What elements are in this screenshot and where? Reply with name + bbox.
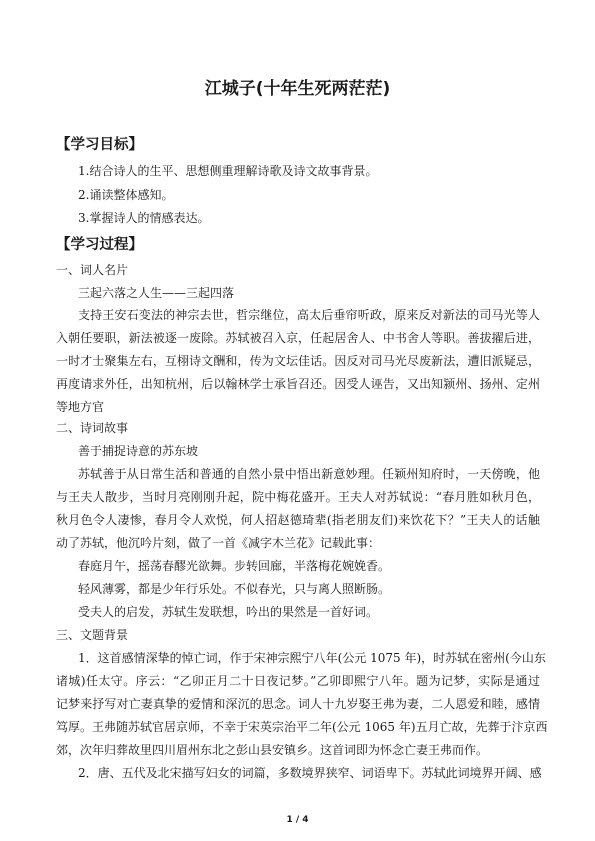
part1-heading: 一、词人名片 xyxy=(56,263,129,277)
part2-heading: 二、诗词故事 xyxy=(56,421,129,435)
paragraph-line: 笃厚。王弗随苏轼官居京师，不幸于宋英宗治平二年(公元 1065 年)五月亡故，先葬于汴京西 xyxy=(56,720,548,734)
paragraph-line: 动了苏轼，他沉吟片刻，做了一首《减字木兰花》记载此事： xyxy=(56,536,381,550)
goals-heading: 【学习目标】 xyxy=(56,137,143,153)
paragraph-line: 再度请求外任，出知杭州，后以翰林学士承旨召还。因受人诬告，又出知颍州、扬州、定州 xyxy=(56,377,540,391)
part1-subtitle: 三起六落之人生——三起四落 xyxy=(78,286,235,300)
paragraph-line: 入朝任要职，新法被逐一废除。苏轼被召入京，任起居舍人、中书舍人等职。善拔擢后进， xyxy=(56,331,540,345)
paragraph-line: 2．唐、五代及北宋描写妇女的词篇，多数境界狭窄、词语卑下。苏轼此词境界开阔、感 xyxy=(78,766,542,780)
paragraph-line: 苏轼善于从日常生活和普通的自然小景中悟出新意妙理。任颖州知府时，一天傍晚，他 xyxy=(78,467,540,481)
page-number: 1 / 4 xyxy=(286,815,309,825)
paragraph-line: 支持王安石变法的神宗去世，哲宗继位，高太后垂帘听政，原来反对新法的司马光等人 xyxy=(78,308,540,322)
poem-line: 轻风薄雾，都是少年行乐处。不似春光，只与离人照断肠。 xyxy=(78,582,391,596)
paragraph-line: 等地方官 xyxy=(56,400,105,414)
paragraph-line: 诸城)任太守。序云：“乙卯正月二十日夜记梦。”乙卯即熙宁八年。题为记梦，实际是通过 xyxy=(56,674,540,688)
part3-heading: 三、文题背景 xyxy=(56,628,129,642)
goal-item: 2.诵读整体感知。 xyxy=(78,188,174,202)
paragraph-line: 记梦来抒写对亡妻真挚的爱情和深沉的思念。词人十九岁娶王弗为妻，二人恩爱和睦，感情 xyxy=(56,697,540,711)
paragraph-line: 郊，次年归葬故里四川眉州东北之彭山县安镇乡。这首词即为怀念亡妻王弗而作。 xyxy=(56,743,489,757)
paragraph-line: 一时才士聚集左右，互栩诗文酬和，传为文坛佳话。因反对司马光尽废新法，遭旧派疑忌， xyxy=(56,354,540,368)
paragraph-line: 与王夫人散步，当时月亮刚刚升起，院中梅花盛开。王夫人对苏轼说：“春月胜如秋月色， xyxy=(56,490,540,504)
goal-item: 3.掌握诗人的情感表达。 xyxy=(78,211,210,225)
part2-subtitle: 善于捕捉诗意的苏东坡 xyxy=(78,444,199,458)
paragraph-line: 1．这首感情深挚的悼亡词，作于宋神宗熙宁八年(公元 1075 年)，时苏轼在密州(今山东 xyxy=(78,651,546,665)
goal-item: 1.结合诗人的生平、思想侧重理解诗歌及诗文故事背景。 xyxy=(78,164,378,178)
document-title: 江城子(十年生死两茫茫) xyxy=(204,79,391,99)
paragraph-line: 秋月色令人凄惨，春月令人欢悦，何人招赵德琦辈(指老朋友们)来饮花下？”王夫人的话触 xyxy=(56,513,540,527)
process-heading: 【学习过程】 xyxy=(56,237,143,253)
poem-line: 春庭月午，摇荡春醪光欲舞。步转回廊，半落梅花婉娩香。 xyxy=(78,559,391,573)
paragraph-line: 受夫人的启发，苏轼生发联想，吟出的果然是一首好词。 xyxy=(78,605,379,619)
